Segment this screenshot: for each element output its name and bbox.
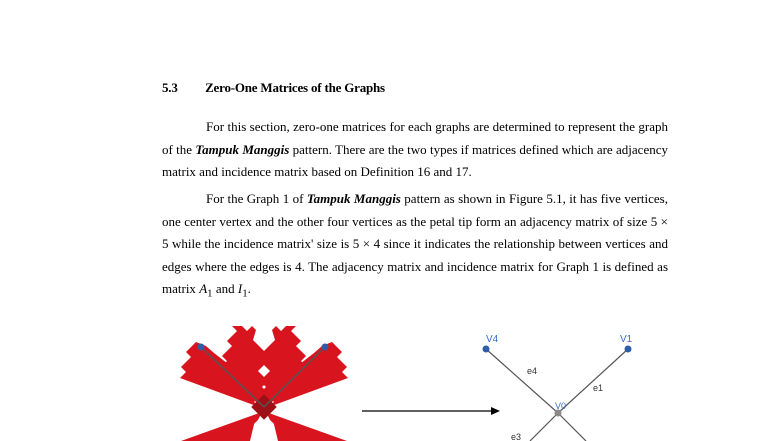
pattern-vertex-left (198, 344, 205, 351)
label-v0: V0 (555, 401, 567, 411)
pattern-vertex-right (322, 344, 329, 351)
edge-e2 (558, 413, 586, 441)
vertex-v1 (625, 346, 632, 353)
petal-top-left (180, 326, 271, 408)
edge-e1 (558, 349, 628, 413)
paragraph-1-italic: Tampuk Manggis (195, 141, 290, 157)
paragraph-2-end: . (247, 281, 251, 296)
matrix-i-symbol: I (237, 281, 243, 296)
arrow (362, 407, 500, 415)
edge-e4 (486, 349, 558, 413)
label-e1: e1 (593, 383, 604, 393)
edge-e3 (530, 413, 558, 441)
paragraph-1-text-a: For this section, zero-one matrices for each graphs are determined to represent the graph of the (162, 119, 668, 157)
paragraph-2-and: and (212, 281, 238, 296)
petal-top-right (257, 326, 348, 408)
graph-1 (483, 334, 633, 441)
paragraph-2-italic: Tampuk Manggis (306, 191, 401, 206)
section-title: Zero-One Matrices of the Graphs (205, 80, 385, 95)
matrix-a-symbol: A (199, 281, 208, 296)
paragraph-2-text-b: pattern as shown in Figure 5.1, it has five vertices, one center vertex and the other four vertices as the petal tip form an adjacency matrix of size 5 × 5 while the incidence matrix' size is 5 × 4 since it indicates the relationship between vertices and edges where the edges is 4. The adjacency matrix and incidence matrix for Graph 1 is defined as matrix (162, 191, 668, 296)
vertex-v4 (483, 346, 490, 353)
label-v4: V4 (486, 334, 499, 345)
label-e3: e3 (511, 432, 522, 441)
label-v1: V1 (620, 334, 633, 345)
paragraph-1-text-b: pattern. There are the two types if matrices defined which are adjacency matrix and incidence matrix based on Definition 16 and 17. (162, 141, 668, 179)
label-e4: e4 (527, 366, 538, 376)
tampuk-manggis-pattern (180, 326, 348, 441)
matrix-a-subscript: 1 (207, 287, 213, 300)
paragraph-2-text-a: For the Graph 1 of (206, 191, 307, 206)
section-number: 5.3 (162, 80, 178, 95)
matrix-i-subscript: 1 (242, 287, 248, 300)
